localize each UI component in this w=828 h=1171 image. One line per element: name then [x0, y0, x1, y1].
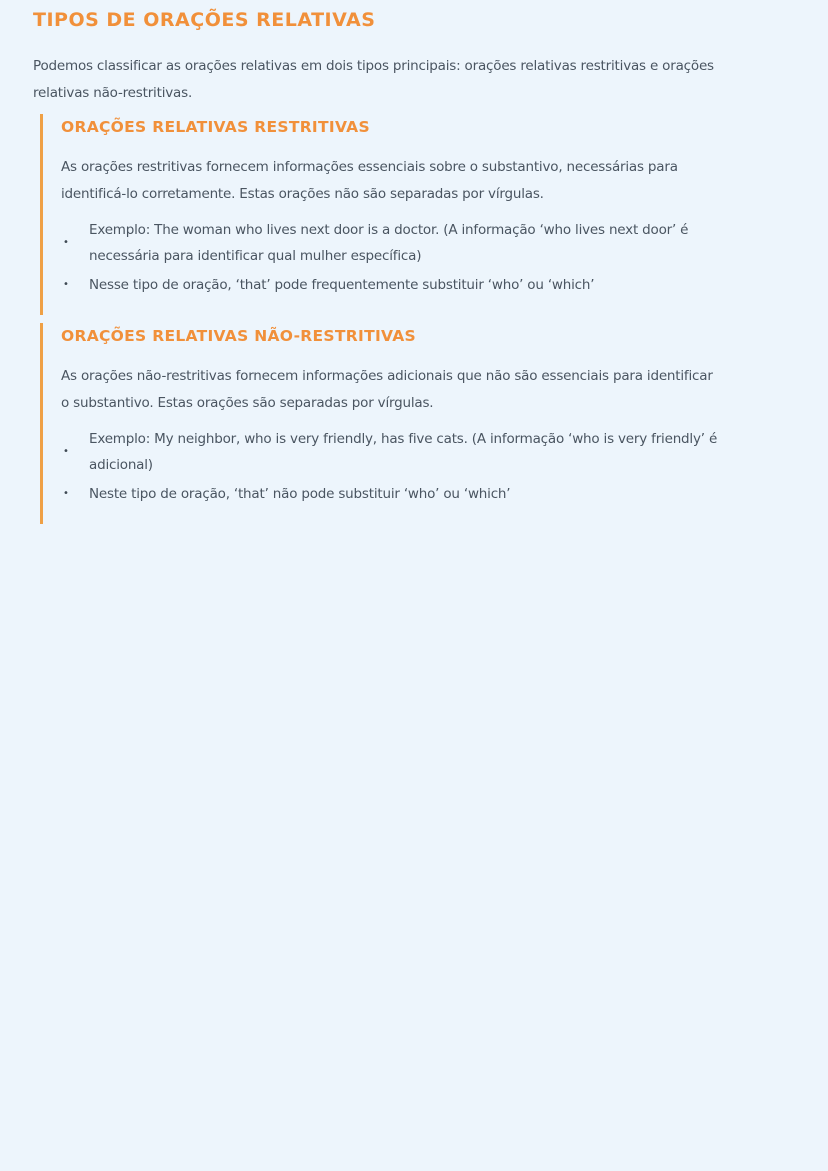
section-restrictive-clauses	[40, 114, 800, 315]
bullet-text	[89, 217, 788, 269]
bullet-text-line: necessária para identificar qual mulher específica)	[89, 248, 422, 264]
bullet-dot-icon: •	[63, 446, 69, 457]
bullet-text-line: Exemplo: My neighbor, who is very friendly, has five cats. (A informação ‘who is very friendly’ é	[89, 431, 718, 447]
bullet-text-line: Neste tipo de oração, ‘that’ não pode substituir ‘who’ ou ‘which’	[89, 486, 511, 502]
bullet-text	[89, 481, 788, 507]
bullet-text	[89, 272, 788, 298]
section-heading-nonrestrictive: ORAÇÕES RELATIVAS NÃO-RESTRITIVAS	[61, 327, 417, 345]
bullet-item-example	[61, 426, 788, 478]
page-title: TIPOS DE ORAÇÕES RELATIVAS	[33, 9, 376, 31]
bullet-item-example	[61, 217, 788, 269]
bullet-item-note	[61, 481, 788, 507]
section-body-nonrestrictive	[61, 363, 788, 417]
bullet-list	[61, 217, 788, 298]
bullet-text-line: Nesse tipo de oração, ‘that’ pode frequentemente substituir ‘who’ ou ‘which’	[89, 277, 595, 293]
bullet-dot-icon: •	[63, 488, 69, 499]
bullet-item-note	[61, 272, 788, 298]
section-nonrestrictive-clauses	[40, 323, 800, 524]
section-body-line: o substantivo. Estas orações são separadas por vírgulas.	[61, 395, 434, 411]
bullet-dot-icon: •	[63, 279, 69, 290]
section-body-line: As orações não-restritivas fornecem informações adicionais que não são essenciais para identificar	[61, 368, 713, 384]
section-body-line: identificá-lo corretamente. Estas orações não são separadas por vírgulas.	[61, 186, 544, 202]
bullet-text-line: Exemplo: The woman who lives next door is a doctor. (A informação ‘who lives next door’ é	[89, 222, 689, 238]
bullet-list	[61, 426, 788, 507]
section-body-line: As orações restritivas fornecem informações essenciais sobre o substantivo, necessárias para	[61, 159, 678, 175]
intro-line: relativas não-restritivas.	[33, 85, 193, 101]
intro-line: Podemos classificar as orações relativas em dois tipos principais: orações relativas restritivas e orações	[33, 58, 714, 74]
section-body-restrictive	[61, 154, 788, 208]
intro-paragraph	[33, 53, 823, 107]
bullet-text	[89, 426, 788, 478]
bullet-text-line: adicional)	[89, 457, 153, 473]
bullet-dot-icon: •	[63, 237, 69, 248]
section-heading-restrictive: ORAÇÕES RELATIVAS RESTRITIVAS	[61, 118, 370, 136]
